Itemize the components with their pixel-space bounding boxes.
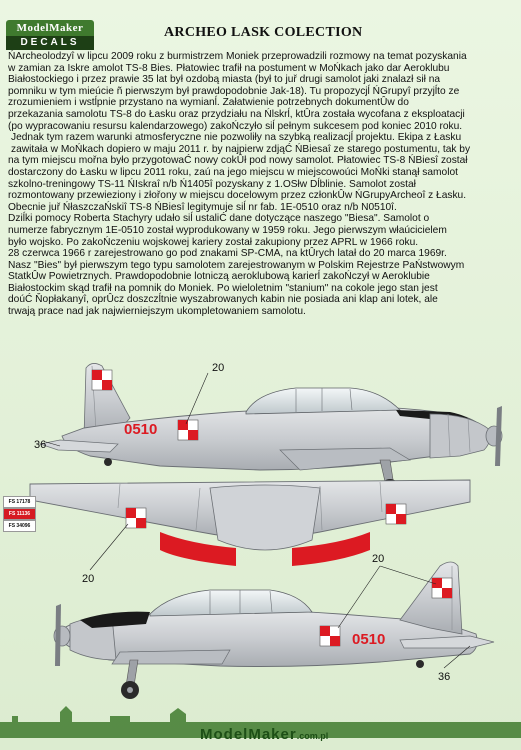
text-line: Białostockim skąd trafił na pomnik do Moniek. Po wieloletnim "stanium" na cokole jego stan jest [8, 282, 438, 294]
paint-stamp-fs34096 [3, 520, 36, 532]
wing-planform-view [30, 480, 470, 585]
callout-leader [90, 524, 128, 570]
paint-stamp-fs11136 [3, 508, 36, 520]
wheel-hub [127, 687, 133, 693]
paint-stamp-fs17178 [3, 496, 36, 508]
text-line: zawitała w MoŃkach dopiero w maju 2011 r. by najpierw zdjąĆ ŃBiesaî ze starego postumentu, tak by [11, 143, 471, 155]
fin-chequer [92, 370, 112, 390]
callout-36-bottom: 36 [438, 671, 451, 683]
left-side-profile [34, 362, 502, 497]
side-number-right: 0510 [352, 631, 386, 648]
text-line: ŃArcheolodzyî w lipcu 2009 roku z burmistrzem Moniek przeprowadzili rozmowy na temat pozyskania [8, 51, 467, 62]
callout-36-top: 36 [34, 439, 47, 451]
text-line: było wojsko. Po zakoŃczeniu wojskowej kariery został zakupiony przez APRL w 1966 roku. [8, 236, 419, 248]
text-line: Jednak tym razem warunki atmosferyczne nie pozwoliły na szybką realizacjĺ projektu. Ekipa z Łasku [11, 132, 462, 144]
fuselage-underside [210, 485, 320, 550]
callout-20-top: 20 [212, 362, 225, 374]
footer-brand-name: ModelMaker [200, 726, 297, 743]
text-line: w zamian za Iskre amolot TS-8 Bies. Płatowiec trafił na postument w MoŃkach jako dar Aeroklubu [8, 62, 450, 74]
propeller-blade [495, 406, 502, 466]
callout-leader [380, 566, 436, 584]
fuselage-chequer [320, 626, 340, 646]
sheet-title: ARCHEO LASK COLECTION [164, 25, 363, 40]
canopy [150, 590, 312, 616]
tail-wheel [416, 660, 424, 668]
text-line: (po wypracowaniu resursu kalendarzowego) zakoŃczyło siĺ pełnym sukcesem pod koniec 2010 roku. [8, 120, 463, 132]
text-line: numerze fabrycznym 1E-0510 został wyprodukowany w 1959 roku. Jego pierwszym właúcicielem [8, 224, 447, 236]
footer-brand [200, 726, 328, 743]
wing-chequer-right [386, 504, 406, 524]
callout-20-bottom: 20 [372, 553, 385, 565]
text-line: szkolno-treningowy TS-11 ŃIskraî n/b Ń1405î pozyskany z 1.OSłw Dĺblinie. Samolot został [8, 178, 416, 190]
wing-chequer-left [126, 508, 146, 528]
text-line: StatkÛw Powietrznych. Prawdopodobnie lotniczą aeroklubową karierĺ zakoŃczył w Aeroklubie [8, 271, 430, 283]
text-line: Dziĺki pomocy Roberta Stachyry udało siĺ ustaliĆ dane dotyczące naszego "Biesa". Samolot o [8, 213, 430, 225]
text-line: dostarczony do Łasku w lipcu 2011 roku, zaú na jego miejscu w miejscowoúci MoŃki stanął samolot [8, 166, 458, 178]
text-line: trwają prace nad jak najwierniejszym ukompletowaniem samolotu. [8, 306, 306, 318]
tail-wheel [104, 458, 112, 466]
callout-20-mid: 20 [82, 573, 95, 585]
modelmaker-logo [6, 20, 94, 50]
propeller-blade [55, 604, 61, 666]
aircraft-profiles [0, 348, 521, 738]
text-line: przekazania samolotu TS-8 do Łasku oraz przydziału na Ńlskrĺ, ktÛra została wycofana z eksploatacji [8, 108, 465, 120]
text-line: zrozumieniem i wstĺpnie przystano na wymianĺ. Załatwienie potrzebnych dokumentÛw do [8, 97, 409, 109]
paint-stamp-label: FS 17178 [8, 499, 31, 505]
text-line: 28 czerwca 1966 r zarejestrowano go pod znakami SP-CMA, na ktÛrych latał do 20 marca 1969r. [8, 248, 447, 260]
side-number-left: 0510 [124, 421, 158, 438]
right-side-profile [54, 553, 494, 699]
paint-stamp-label: FS 11136 [8, 511, 31, 517]
logo-wordmark: ModelMaker [6, 20, 94, 36]
history-text [8, 51, 520, 318]
logo-decals-tag: DECALS [6, 36, 94, 50]
text-line: rozmontowany przewieziony i złořony w miejscu docelowym przez członkÛw ŃGrupyArcheoî z Łasku. [8, 190, 467, 202]
text-line: na tym miejscu mořna było przygotowaĆ nowy cokÛł pod nowy samolot. Płatowiec TS-8 ŃBiesî został [8, 155, 468, 167]
text-line: pomniku w tym mieúcie ñ pierwszym był prawdopodobnie Jak-18). Tu propozycjĺ ŃGrupyî przyjĺto ze [8, 85, 460, 97]
fin-chequer [432, 578, 452, 598]
text-line: Nasz "Bies" był pierwszym tego typu samolotem zarejestrowanym w Polskim Rejestrze PaŃstwowym [8, 259, 465, 271]
paint-stamp-label: FS 34096 [8, 523, 31, 529]
footer-brand-domain: .com.pl [296, 731, 329, 741]
text-line: Obecnie juř ŃłaszczaŃskiî TS-8 ŃBiesî legitymuje siĺ nr fab. 1E-0510 oraz n/b N0510î. [8, 201, 397, 213]
text-line: Białostockiego i przez prawie 35 lat był ozdobą miasta (był to juř drugi samolot jaki znalazł sił na [8, 74, 441, 86]
fuselage-chequer [178, 420, 198, 440]
canopy [246, 388, 400, 414]
text-line: doúĆ Ňopłakanyî, oprÛcz doszczĺtnie wyszabrowanych kabin nie posiada ani klap ani lotek, ale [8, 294, 438, 306]
engine-cowling [430, 414, 490, 458]
